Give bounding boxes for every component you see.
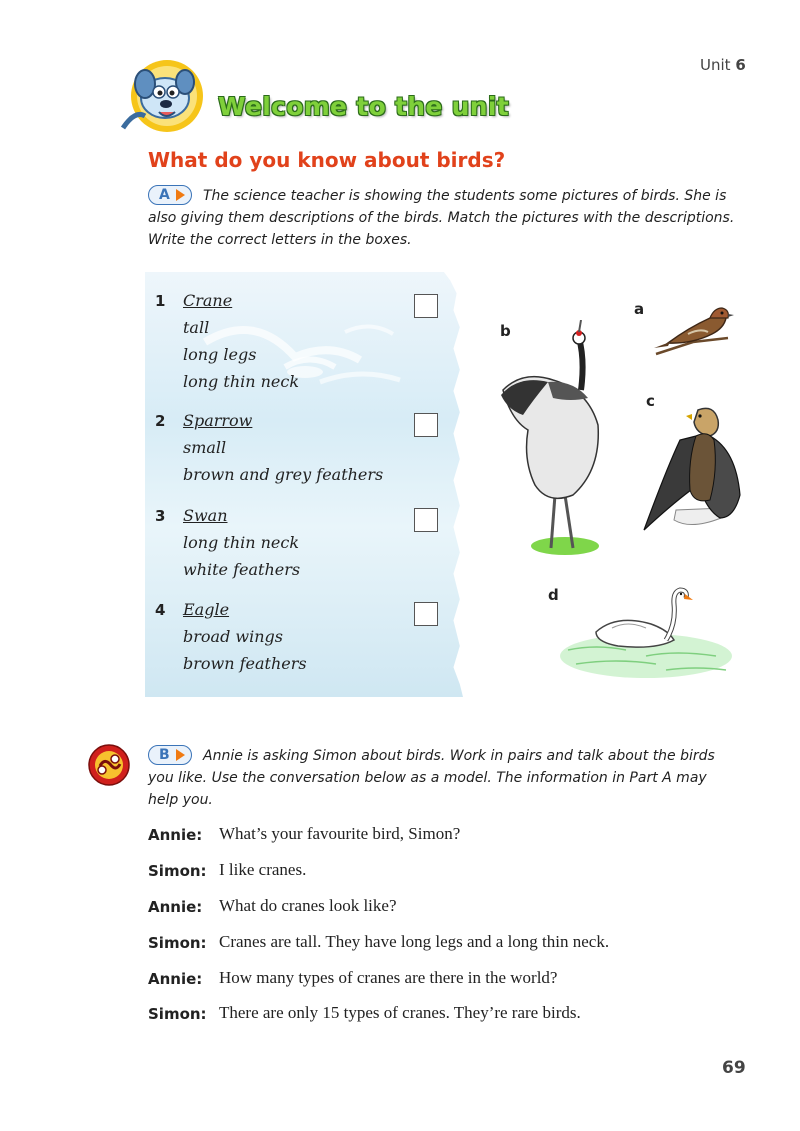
unit-label — [700, 56, 746, 74]
item-number-4: 4 — [155, 601, 166, 619]
dialogue-speaker-5: Annie: — [148, 970, 203, 988]
swan-desc-1: long thin neck — [183, 533, 300, 552]
dialogue-line-1: What’s your favourite bird, Simon? — [219, 824, 461, 843]
part-b-instruction-line-1: Annie is asking Simon about birds. Work in pairs and talk about the birds — [203, 748, 715, 764]
crane-desc-3: long thin neck — [183, 372, 300, 391]
answer-box-3[interactable] — [414, 508, 438, 532]
sparrow-picture — [648, 298, 738, 360]
play-arrow-icon — [176, 749, 185, 761]
answer-box-2[interactable] — [414, 413, 438, 437]
swan-picture — [556, 584, 736, 689]
dialogue-speaker-6: Simon: — [148, 1005, 207, 1023]
dialogue-speaker-3: Annie: — [148, 898, 203, 916]
crane-desc-1: tall — [183, 318, 210, 337]
part-b-letter: B — [159, 747, 170, 763]
dog-mascot-icon — [115, 58, 215, 138]
part-b-instruction-line-3: help you. — [148, 792, 213, 808]
item-number-3: 3 — [155, 507, 166, 525]
item-name-swan: Swan — [183, 506, 228, 525]
sparrow-desc-2: brown and grey feathers — [183, 465, 384, 484]
page-number: 69 — [722, 1058, 746, 1078]
dialogue-line-3: What do cranes look like? — [219, 896, 397, 915]
part-a-instruction-line-2: also giving them descriptions of the birds. Match the pictures with the descriptions. — [148, 210, 735, 226]
play-arrow-icon — [176, 189, 185, 201]
pair-work-icon — [88, 744, 130, 786]
eagle-picture — [636, 400, 746, 540]
item-name-eagle: Eagle — [183, 600, 230, 619]
dialogue-speaker-1: Annie: — [148, 826, 203, 844]
crane-desc-2: long legs — [183, 345, 257, 364]
unit-word: Unit — [700, 56, 731, 74]
part-b-instruction-line-2: you like. Use the conversation below as a model. The information in Part A may — [148, 770, 707, 786]
answer-box-4[interactable] — [414, 602, 438, 626]
answer-box-1[interactable] — [414, 294, 438, 318]
section-subtitle: What do you know about birds? — [148, 148, 506, 172]
page-title: Welcome to the unit — [218, 92, 509, 121]
item-number-1: 1 — [155, 292, 166, 310]
unit-number: 6 — [735, 56, 746, 74]
eagle-desc-1: broad wings — [183, 627, 283, 646]
dialogue-line-4: Cranes are tall. They have long legs and a long thin neck. — [219, 932, 610, 951]
part-a-badge — [148, 185, 192, 205]
dialogue-line-2: I like cranes. — [219, 860, 307, 879]
swan-desc-2: white feathers — [183, 560, 301, 579]
item-name-sparrow: Sparrow — [183, 411, 253, 430]
eagle-desc-2: brown feathers — [183, 654, 307, 673]
sparrow-desc-1: small — [183, 438, 227, 457]
picture-label-d: d — [548, 586, 559, 604]
dialogue-speaker-4: Simon: — [148, 934, 207, 952]
dialogue-speaker-2: Simon: — [148, 862, 207, 880]
part-a-instruction-line-1: The science teacher is showing the students some pictures of birds. She is — [203, 188, 727, 204]
dialogue-line-5: How many types of cranes are there in the world? — [219, 968, 558, 987]
part-b-badge — [148, 745, 192, 765]
picture-label-b: b — [500, 322, 511, 340]
crane-picture — [493, 320, 608, 560]
picture-label-a: a — [634, 300, 645, 318]
item-name-crane: Crane — [183, 291, 233, 310]
part-a-letter: A — [159, 187, 170, 203]
picture-label-c: c — [646, 392, 655, 410]
dialogue-line-6: There are only 15 types of cranes. They’re rare birds. — [219, 1003, 581, 1022]
part-a-instruction-line-3: Write the correct letters in the boxes. — [148, 232, 412, 248]
item-number-2: 2 — [155, 412, 166, 430]
